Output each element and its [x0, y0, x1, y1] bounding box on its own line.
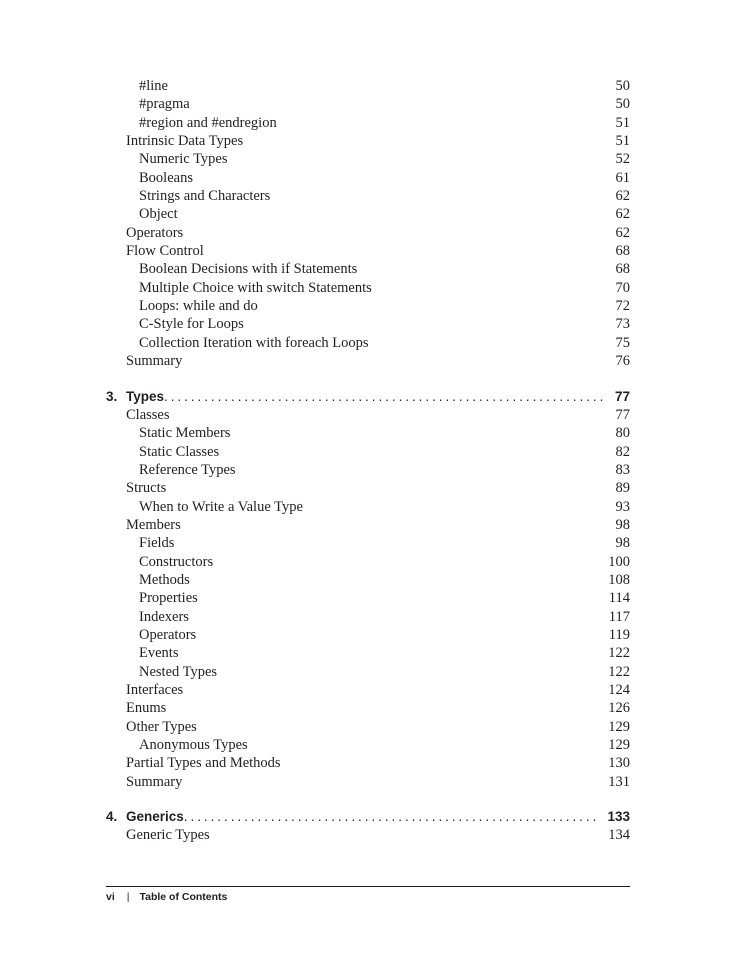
toc-entry-page: 108 — [608, 571, 630, 588]
toc-entry-page: 122 — [608, 645, 630, 662]
toc-entry-page: 50 — [615, 96, 630, 113]
toc-entry-page: 126 — [608, 700, 630, 717]
toc-entry-page: 75 — [615, 334, 630, 351]
toc-entry[interactable] — [0, 608, 735, 626]
chapter-heading-generics[interactable] — [0, 808, 735, 826]
dot-leader — [184, 808, 600, 826]
toc-entry-page: 117 — [608, 608, 630, 625]
toc-entry-title: Nested Types — [139, 663, 218, 680]
dot-leader — [164, 388, 607, 406]
toc-entry-page: 80 — [615, 425, 630, 442]
chapter-heading-types[interactable] — [0, 388, 735, 406]
footer-separator: | — [126, 891, 130, 903]
toc-entry[interactable] — [0, 754, 735, 772]
toc-entry-title: Partial Types and Methods — [126, 755, 281, 772]
toc-entry-title: Fields — [139, 535, 175, 552]
toc-entry[interactable] — [0, 169, 735, 187]
toc-entry-page: 77 — [615, 406, 630, 423]
toc-entry-title: Operators — [126, 224, 184, 241]
toc-entry-page: 61 — [615, 169, 630, 186]
toc-entry[interactable] — [0, 553, 735, 571]
toc-entry-title: Indexers — [139, 608, 189, 625]
toc-entry-page: 52 — [615, 151, 630, 168]
toc-entry-title: Interfaces — [126, 682, 184, 698]
toc-entry[interactable] — [0, 498, 735, 516]
toc-entry-page: 73 — [615, 316, 630, 333]
toc-entry-title: Summary — [126, 353, 183, 370]
toc-entry-title: Boolean Decisions with if Statements — [139, 261, 358, 278]
chapter-leader — [126, 388, 630, 406]
page-footer — [106, 891, 227, 903]
toc-entry[interactable] — [0, 571, 735, 589]
toc-entry-title: Operators — [139, 626, 197, 643]
toc-entry-page: 82 — [615, 443, 630, 460]
table-of-contents — [0, 77, 735, 845]
toc-entry-title: Properties — [139, 590, 198, 607]
toc-entry-page: 98 — [615, 516, 630, 533]
toc-entry-page: 62 — [615, 188, 630, 205]
toc-entry[interactable] — [0, 260, 735, 278]
footer-section-title: Table of Contents — [139, 891, 228, 903]
chapter-leader — [126, 808, 630, 826]
toc-entry-page: 129 — [608, 737, 630, 754]
toc-entry-page: 68 — [615, 243, 630, 260]
toc-entry-page: 62 — [615, 206, 630, 223]
toc-entry[interactable] — [0, 297, 735, 315]
toc-entry-page: 130 — [608, 755, 630, 772]
toc-entry-title: #region and #endregion — [139, 114, 277, 131]
toc-entry-title: Events — [139, 645, 179, 662]
toc-entry-page: 100 — [608, 553, 630, 570]
toc-entry[interactable] — [0, 95, 735, 113]
toc-entry[interactable] — [0, 279, 735, 297]
toc-entry-page: 98 — [615, 535, 630, 552]
toc-entry-title: Constructors — [139, 553, 214, 570]
toc-entry-title: Anonymous Types — [139, 737, 248, 754]
toc-entry[interactable] — [0, 589, 735, 607]
toc-entry-title: Numeric Types — [139, 151, 228, 168]
toc-entry[interactable] — [0, 352, 735, 370]
chapter-title: Types — [126, 388, 165, 404]
toc-entry-title: #line — [139, 78, 168, 94]
toc-entry[interactable] — [0, 516, 735, 534]
chapter-number: 4. — [106, 809, 118, 825]
footer-rule — [106, 886, 630, 887]
toc-entry-title: When to Write a Value Type — [139, 498, 303, 515]
toc-entry-page: 131 — [608, 773, 630, 790]
toc-entry-title: Other Types — [126, 718, 197, 735]
toc-group-part1 — [0, 77, 735, 371]
toc-entry-page: 122 — [608, 663, 630, 680]
toc-entry[interactable] — [0, 461, 735, 479]
toc-entry-title: Classes — [126, 406, 170, 423]
toc-entry-title: Multiple Choice with switch Statements — [139, 279, 372, 296]
toc-entry-page: 89 — [615, 480, 630, 497]
toc-entry-title: Summary — [126, 773, 183, 790]
footer-page-number: vi — [106, 891, 115, 903]
toc-entry[interactable] — [0, 773, 735, 791]
chapter-title: Generics — [126, 809, 184, 825]
toc-entry[interactable] — [0, 334, 735, 352]
toc-entry[interactable] — [0, 424, 735, 442]
toc-entry[interactable] — [0, 443, 735, 461]
toc-entry-title: Loops: while and do — [139, 298, 258, 315]
toc-entry-page: 129 — [608, 718, 630, 735]
toc-entry-page: 83 — [615, 461, 630, 478]
toc-entry-title: Strings and Characters — [139, 188, 271, 205]
toc-entry[interactable] — [0, 626, 735, 644]
toc-entry[interactable] — [0, 77, 735, 95]
toc-entry[interactable] — [0, 187, 735, 205]
toc-entry[interactable] — [0, 224, 735, 242]
toc-entry-title: Object — [139, 206, 178, 223]
toc-entry-title: Collection Iteration with foreach Loops — [139, 334, 369, 351]
toc-entry[interactable] — [0, 644, 735, 662]
toc-entry-title: Static Members — [139, 425, 231, 442]
chapter-page: 133 — [607, 809, 630, 825]
toc-entry-title: C-Style for Loops — [139, 316, 244, 333]
toc-entry-page: 50 — [615, 78, 630, 94]
toc-entry[interactable] — [0, 718, 735, 736]
toc-entry-page: 68 — [615, 261, 630, 278]
toc-entry[interactable] — [0, 315, 735, 333]
toc-entry-page: 51 — [615, 133, 630, 150]
toc-entry-page: 62 — [615, 224, 630, 241]
toc-entry-page: 134 — [608, 827, 630, 844]
toc-entry-page: 72 — [615, 298, 630, 315]
chapter-number: 3. — [106, 388, 118, 404]
toc-group-part3 — [0, 826, 735, 844]
toc-entry[interactable] — [0, 663, 735, 681]
toc-entry[interactable] — [0, 242, 735, 260]
toc-entry[interactable] — [0, 406, 735, 424]
toc-entry-title: Structs — [126, 480, 167, 497]
toc-entry-page: 93 — [615, 498, 630, 515]
toc-entry[interactable] — [0, 534, 735, 552]
toc-entry-title: Static Classes — [139, 443, 220, 460]
toc-entry-page: 124 — [608, 682, 630, 698]
toc-entry-page: 114 — [608, 590, 630, 607]
toc-entry-title: Members — [126, 516, 181, 533]
toc-entry-title: Reference Types — [139, 461, 236, 478]
toc-entry-title: Generic Types — [126, 827, 210, 844]
toc-entry[interactable] — [0, 479, 735, 497]
toc-entry-title: #pragma — [139, 96, 190, 113]
toc-group-part2 — [0, 406, 735, 791]
toc-entry[interactable] — [0, 132, 735, 150]
chapter-page: 77 — [614, 388, 630, 404]
toc-entry-title: Enums — [126, 700, 167, 717]
toc-entry[interactable] — [0, 681, 735, 699]
toc-entry[interactable] — [0, 736, 735, 754]
toc-entry[interactable] — [0, 114, 735, 132]
toc-entry-title: Flow Control — [126, 243, 204, 260]
toc-entry[interactable] — [0, 150, 735, 168]
toc-entry-page: 76 — [615, 353, 630, 370]
toc-entry-page: 119 — [608, 626, 630, 643]
toc-entry-title: Booleans — [139, 169, 193, 186]
toc-entry-page: 70 — [615, 279, 630, 296]
toc-entry-page: 51 — [615, 114, 630, 131]
toc-entry-title: Methods — [139, 571, 190, 588]
toc-entry-title: Intrinsic Data Types — [126, 133, 244, 150]
toc-entry[interactable] — [0, 826, 735, 844]
toc-entry[interactable] — [0, 699, 735, 717]
toc-entry[interactable] — [0, 205, 735, 223]
